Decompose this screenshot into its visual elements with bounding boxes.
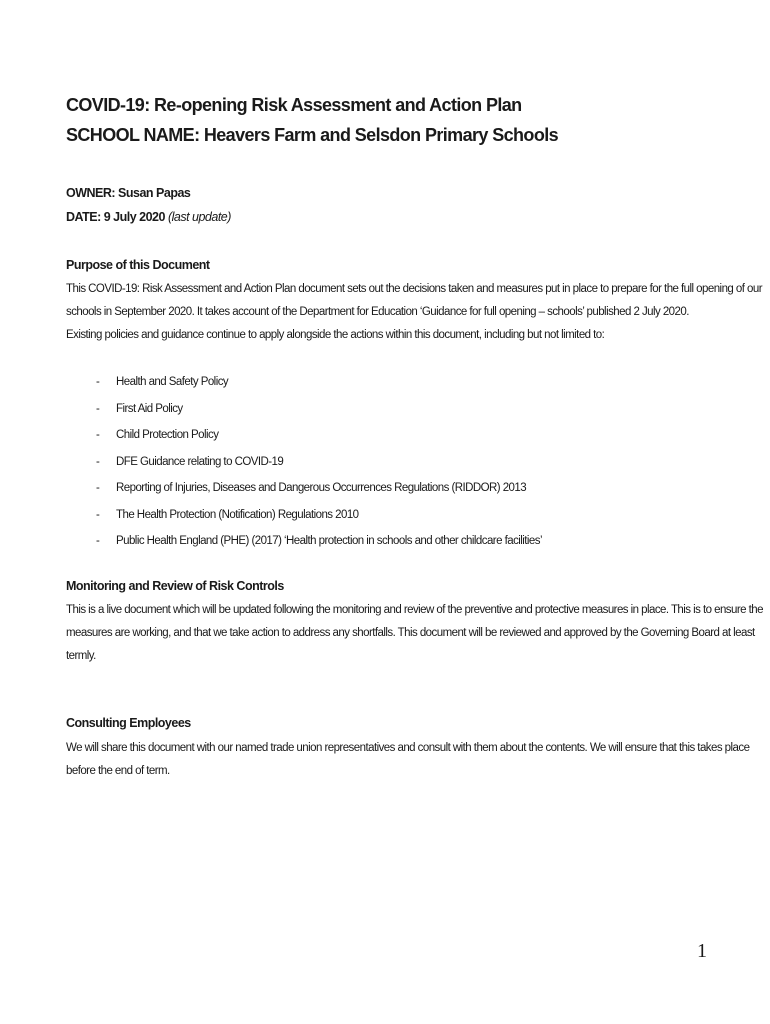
purpose-heading: Purpose of this Document xyxy=(66,258,210,272)
list-item-text: Child Protection Policy xyxy=(116,429,219,441)
title-line-1: COVID-19: Re-opening Risk Assessment and Action Plan xyxy=(66,95,522,115)
consulting-paragraph xyxy=(66,737,750,783)
purpose-paragraph xyxy=(66,278,763,347)
policy-list xyxy=(96,372,696,558)
monitoring-paragraph xyxy=(66,599,763,668)
list-item-text: DFE Guidance relating to COVID-19 xyxy=(116,455,284,468)
paragraph-line: Existing policies and guidance continue to apply alongside the actions within this document, including but not limited to: xyxy=(66,329,605,341)
paragraph-line: This COVID-19: Risk Assessment and Action Plan document sets out the decisions taken and measures put in place to prepare for the full opening of our xyxy=(66,283,763,295)
paragraph-line: schools in September 2020. It takes account of the Department for Education ‘Guidance for full opening – schools’ published 2 July 2020. xyxy=(66,306,689,318)
bullet-dash: - xyxy=(96,402,100,415)
bullet-dash: - xyxy=(96,455,100,468)
list-item xyxy=(96,531,696,558)
owner-line xyxy=(66,181,716,205)
document-meta xyxy=(66,181,716,229)
bullet-dash: - xyxy=(96,376,100,388)
title-line-2: SCHOOL NAME: Heavers Farm and Selsdon Primary Schools xyxy=(66,125,559,145)
list-item xyxy=(96,478,696,505)
bullet-dash: - xyxy=(96,508,100,521)
list-item-text: First Aid Policy xyxy=(116,402,183,415)
document-title xyxy=(66,90,716,150)
owner-text: OWNER: Susan Papas xyxy=(66,186,191,200)
paragraph-line: This is a live document which will be updated following the monitoring and review of the preventive and protective measures in place. This is to ensure the xyxy=(66,604,763,616)
list-item xyxy=(96,372,696,399)
page-number: 1 xyxy=(697,940,707,962)
bullet-dash: - xyxy=(96,429,100,441)
list-item xyxy=(96,452,696,479)
list-item xyxy=(96,425,696,452)
paragraph-line: measures are working, and that we take action to address any shortfalls. This document will be reviewed and approved by the Governing Board at least xyxy=(66,627,755,639)
monitoring-heading: Monitoring and Review of Risk Controls xyxy=(66,579,284,593)
paragraph-line: before the end of term. xyxy=(66,765,170,777)
date-line xyxy=(66,205,716,229)
paragraph-line: termly. xyxy=(66,650,96,662)
list-item-text: Reporting of Injuries, Diseases and Dangerous Occurrences Regulations (RIDDOR) 2013 xyxy=(116,482,527,494)
consulting-heading: Consulting Employees xyxy=(66,716,191,730)
list-item-text: Health and Safety Policy xyxy=(116,376,229,388)
bullet-dash: - xyxy=(96,535,100,547)
paragraph-line: We will share this document with our named trade union representatives and consult with them about the contents. We will ensure that this takes place xyxy=(66,742,750,754)
list-item xyxy=(96,399,696,426)
date-text: DATE: 9 July 2020 xyxy=(66,210,165,224)
bullet-dash: - xyxy=(96,482,100,494)
list-item-text: The Health Protection (Notification) Regulations 2010 xyxy=(116,508,359,521)
date-note: (last update) xyxy=(167,210,231,224)
list-item xyxy=(96,505,696,532)
list-item-text: Public Health England (PHE) (2017) ‘Health protection in schools and other childcare facilities’ xyxy=(116,535,542,547)
